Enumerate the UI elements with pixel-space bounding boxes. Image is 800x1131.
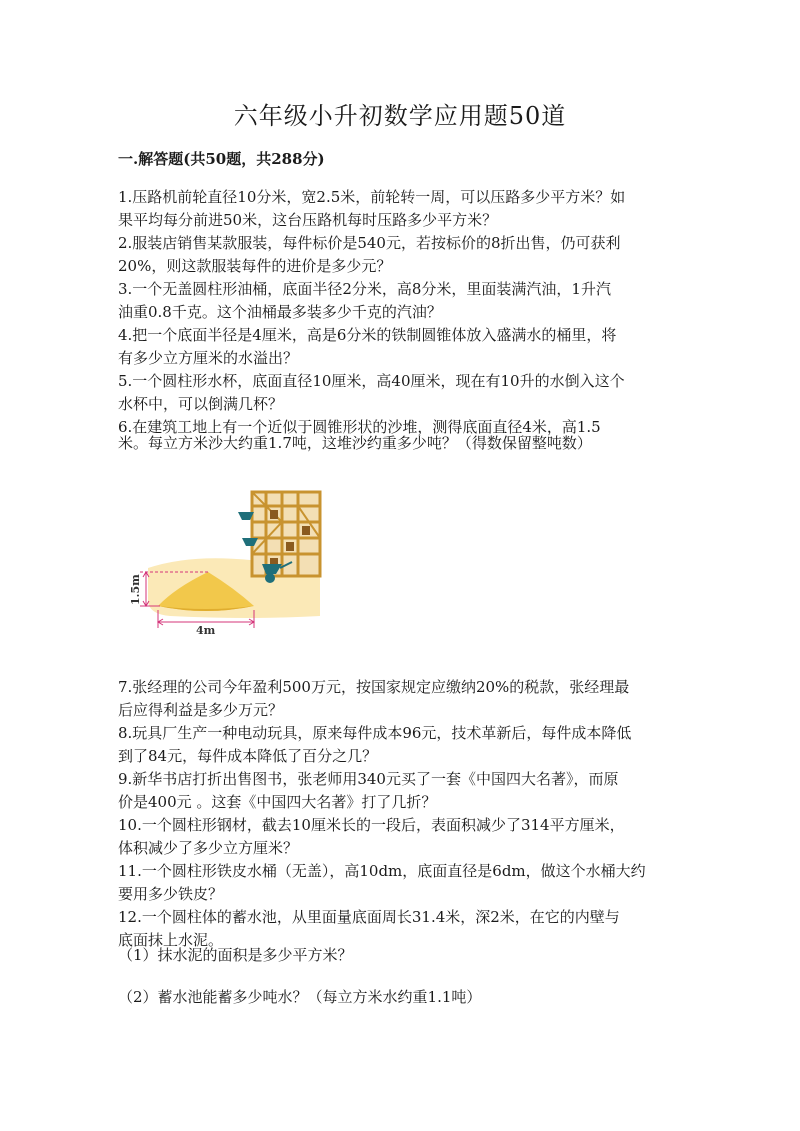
question-line: 6.在建筑工地上有一个近似于圆锥形状的沙堆，测得底面直径4米，高1.5 xyxy=(118,418,601,436)
question-line: 20%，则这款服装每件的进价是多少元？ xyxy=(118,257,392,275)
sub-question-2 xyxy=(118,986,693,1009)
sand-pile-figure xyxy=(130,488,330,636)
question-line: 9.新华书店打折出售图书，张老师用340元买了一套《中国四大名著》，而原 xyxy=(118,770,619,788)
question-line: 有多少立方厘米的水溢出？ xyxy=(118,349,299,367)
sub-question-1 xyxy=(118,944,693,967)
question-line: 水杯中，可以倒满几杯？ xyxy=(118,395,284,413)
question-line: 10.一个圆柱形钢材，截去10厘米长的一段后，表面积减少了314平方厘米， xyxy=(118,816,625,834)
question-line: 4.把一个底面半径是4厘米，高是6分米的铁制圆锥体放入盛满水的桶里，将 xyxy=(118,326,617,344)
question-list-part2 xyxy=(118,676,693,952)
question-line: 3.一个无盖圆柱形油桶，底面半径2分米，高8分米，里面装满汽油，1升汽 xyxy=(118,280,611,298)
question-line: 到了84元，每件成本降低了百分之几？ xyxy=(118,747,378,765)
question-list-part1 xyxy=(118,186,693,439)
question-line: 11.一个圆柱形铁皮水桶（无盖），高10dm，底面直径是6dm，做这个水桶大约 xyxy=(118,862,646,880)
question-line: 果平均每分前进50米，这台压路机每时压路多少平方米？ xyxy=(118,211,498,229)
question-line: 油重0.8千克。这个油桶最多装多少千克的汽油？ xyxy=(118,303,442,321)
section-heading: 一.解答题(共50题，共288分) xyxy=(118,150,325,168)
question-line: 5.一个圆柱形水杯，底面直径10厘米，高40厘米，现在有10升的水倒入这个 xyxy=(118,372,625,390)
sub-question-line: （1）抹水泥的面积是多少平方米？ xyxy=(118,946,353,964)
question-line: 价是400元 。这套《中国四大名著》打了几折？ xyxy=(118,793,437,811)
question-line: 7.张经理的公司今年盈利500万元，按国家规定应缴纳20%的税款，张经理最 xyxy=(118,678,630,696)
question-line: 后应得利益是多少万元？ xyxy=(118,701,284,719)
page-title: 六年级小升初数学应用题50道 xyxy=(233,102,567,130)
question-line: 2.服装店销售某款服装，每件标价是540元，若按标价的8折出售，仍可获利 xyxy=(118,234,621,252)
question-6-continuation xyxy=(118,432,693,455)
question-line: 要用多少铁皮？ xyxy=(118,885,224,903)
sand-pile-illustration xyxy=(130,488,330,636)
sub-question-line: （2）蓄水池能蓄多少吨水？（每立方米水约重1.1吨） xyxy=(118,988,482,1006)
question-line: 米。每立方米沙大约重1.7吨，这堆沙约重多少吨？（得数保留整吨数） xyxy=(118,434,592,452)
question-line: 8.玩具厂生产一种电动玩具，原来每件成本96元，技术革新后，每件成本降低 xyxy=(118,724,632,742)
question-line: 12.一个圆柱体的蓄水池，从里面量底面周长31.4米，深2米，在它的内壁与 xyxy=(118,908,620,926)
question-line: 1.压路机前轮直径10分米，宽2.5米，前轮转一周，可以压路多少平方米？如 xyxy=(118,188,626,206)
question-line: 体积减少了多少立方厘米？ xyxy=(118,839,299,857)
question-line: 底面抹上水泥。 xyxy=(118,931,224,949)
height-label: 1.5m xyxy=(130,574,142,605)
diameter-label: 4m xyxy=(196,624,216,636)
